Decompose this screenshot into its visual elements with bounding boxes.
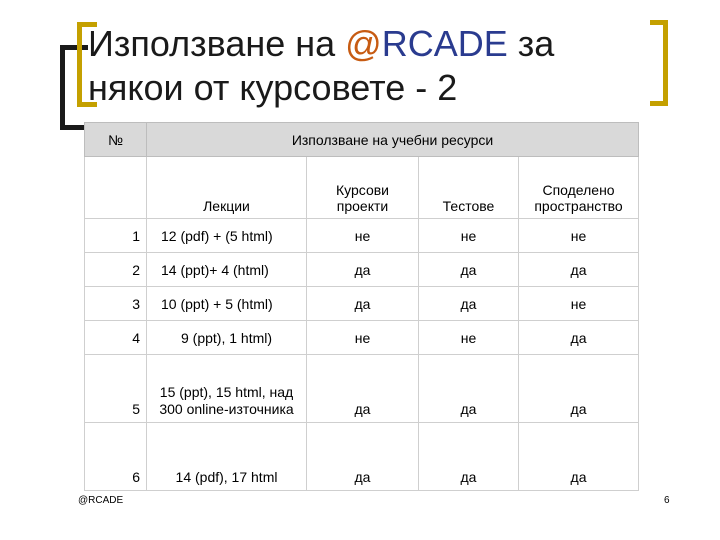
row-projects: не bbox=[307, 219, 419, 253]
row-tests: да bbox=[419, 253, 519, 287]
slide-title bbox=[88, 22, 648, 110]
row-projects: да bbox=[307, 253, 419, 287]
header-group: Използване на учебни ресурси bbox=[147, 123, 639, 157]
row-lectures: 12 (pdf) + (5 html) bbox=[147, 219, 307, 253]
row-projects: да bbox=[307, 423, 419, 491]
row-projects: да bbox=[307, 355, 419, 423]
row-number: 6 bbox=[85, 423, 147, 491]
table-row bbox=[85, 321, 639, 355]
row-shared: да bbox=[519, 321, 639, 355]
row-shared: не bbox=[519, 287, 639, 321]
row-tests: не bbox=[419, 321, 519, 355]
row-number: 3 bbox=[85, 287, 147, 321]
column-header-lectures: Лекции bbox=[147, 157, 307, 219]
column-header-projects: Курсови проекти bbox=[307, 157, 419, 219]
title-line2: някои от курсовете - 2 bbox=[88, 67, 458, 108]
table-header-row bbox=[85, 123, 639, 157]
row-tests: да bbox=[419, 287, 519, 321]
row-tests: да bbox=[419, 355, 519, 423]
subheader-empty bbox=[85, 157, 147, 219]
row-lectures: 15 (ppt), 15 html, над 300 online-източника bbox=[147, 355, 307, 423]
column-header-tests: Тестове bbox=[419, 157, 519, 219]
table-row bbox=[85, 287, 639, 321]
row-shared: не bbox=[519, 219, 639, 253]
table-row bbox=[85, 423, 639, 491]
resource-usage-table bbox=[84, 122, 639, 491]
table-row bbox=[85, 253, 639, 287]
row-tests: не bbox=[419, 219, 519, 253]
column-header-shared: Споделено пространство bbox=[519, 157, 639, 219]
row-projects: да bbox=[307, 287, 419, 321]
title-line1-suffix: за bbox=[507, 23, 555, 64]
table-row bbox=[85, 355, 639, 423]
row-shared: да bbox=[519, 355, 639, 423]
title-brand-at: @ bbox=[345, 23, 382, 64]
row-number: 1 bbox=[85, 219, 147, 253]
title-brand-name: RCADE bbox=[381, 23, 508, 64]
footer-brand: @RCADE bbox=[78, 495, 124, 506]
row-lectures: 10 (ppt) + 5 (html) bbox=[147, 287, 307, 321]
row-lectures: 14 (ppt)+ 4 (html) bbox=[147, 253, 307, 287]
table-row bbox=[85, 219, 639, 253]
row-number: 4 bbox=[85, 321, 147, 355]
header-number: № bbox=[85, 123, 147, 157]
row-shared: да bbox=[519, 253, 639, 287]
row-lectures: 14 (pdf), 17 html bbox=[147, 423, 307, 491]
right-bracket-gold bbox=[650, 20, 668, 106]
page-number: 6 bbox=[664, 495, 670, 506]
table-subheader-row bbox=[85, 157, 639, 219]
row-tests: да bbox=[419, 423, 519, 491]
row-projects: не bbox=[307, 321, 419, 355]
row-number: 2 bbox=[85, 253, 147, 287]
row-shared: да bbox=[519, 423, 639, 491]
title-line1-prefix: Използване на bbox=[88, 23, 346, 64]
row-lectures: 9 (ppt), 1 html) bbox=[147, 321, 307, 355]
row-number: 5 bbox=[85, 355, 147, 423]
